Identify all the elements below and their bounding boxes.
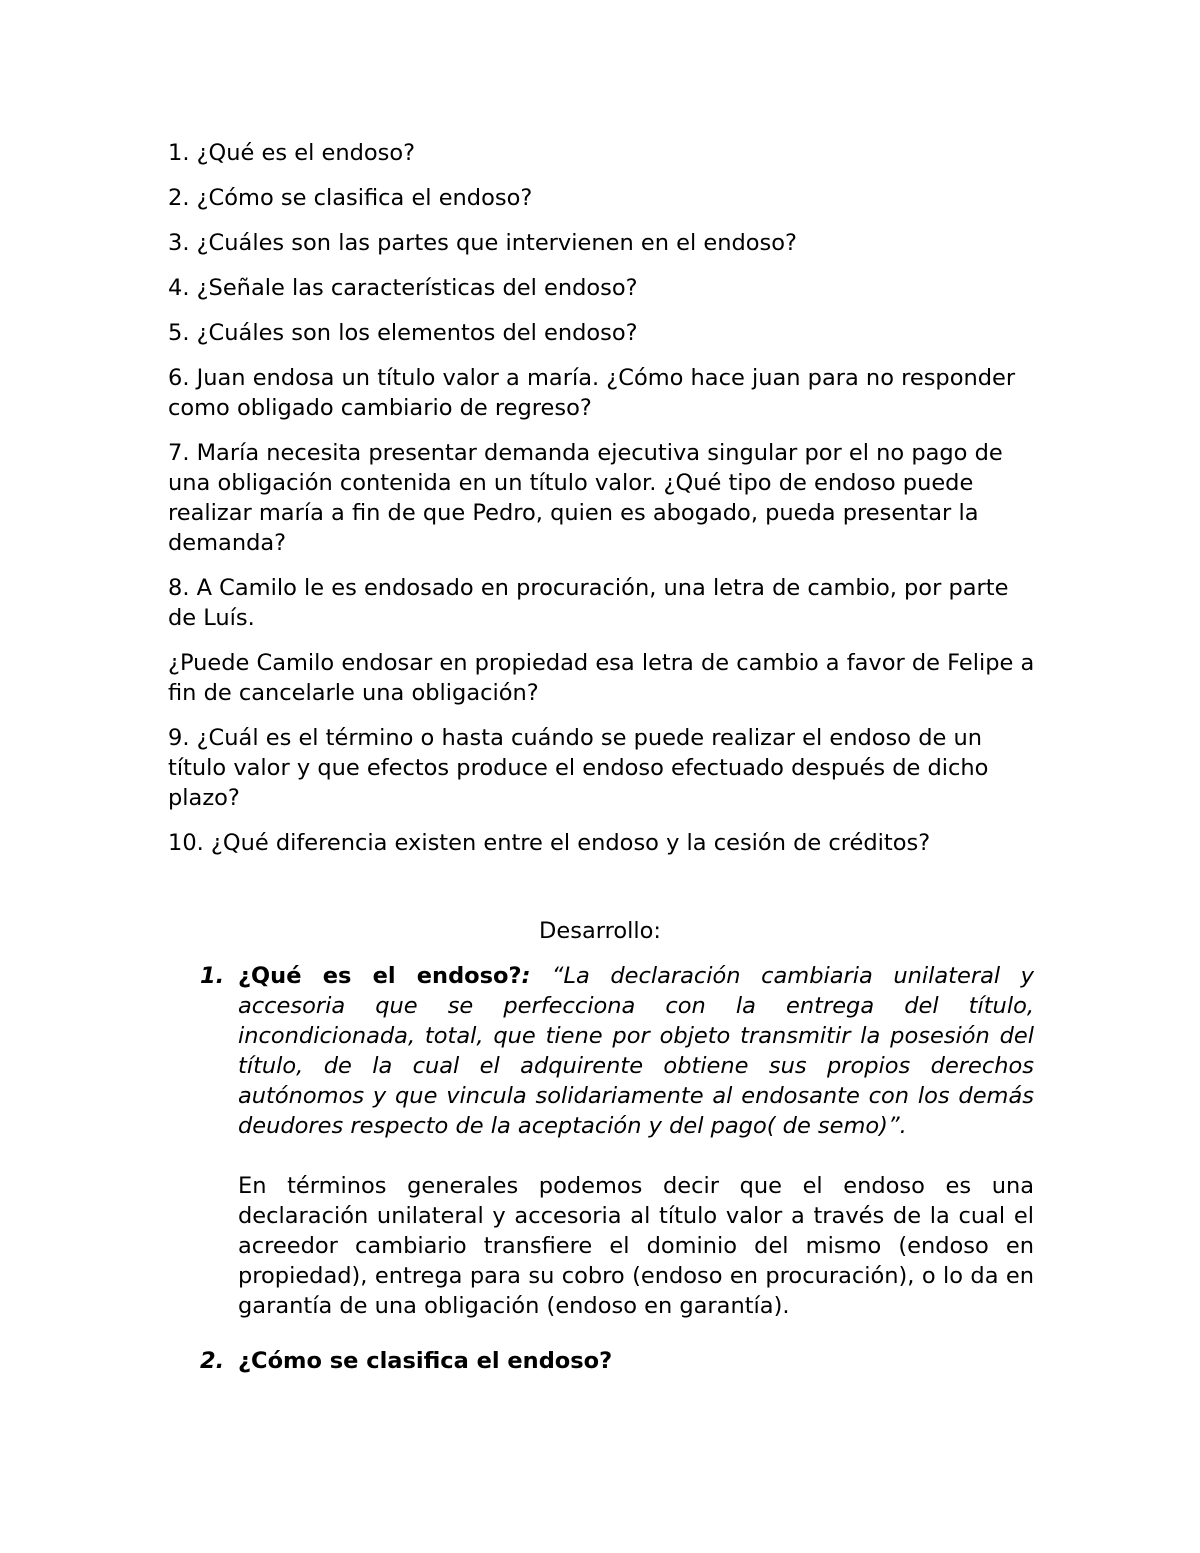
answer-definition — [238, 961, 1034, 1141]
question-item: 4. ¿Señale las características del endoso? — [168, 275, 638, 301]
question-item: 6. Juan endosa un título valor a maría. ¿Cómo hace juan para no responder como obligado cambiario de regreso? — [168, 365, 1016, 421]
question-item: ¿Puede Camilo endosar en propiedad esa letra de cambio a favor de Felipe a fin de cancelarle una obligación? — [168, 650, 1035, 706]
question-item: 1. ¿Qué es el endoso? — [168, 140, 416, 166]
question-item: 9. ¿Cuál es el término o hasta cuándo se puede realizar el endoso de un título valor y que efectos produce el endoso efectuado después de dicho plazo? — [168, 725, 989, 811]
question-item: 10. ¿Qué diferencia existen entre el endoso y la cesión de créditos? — [168, 830, 931, 856]
question-item: 3. ¿Cuáles son las partes que intervienen en el endoso? — [168, 230, 797, 256]
answer-item — [200, 1346, 1034, 1376]
question-item: 2. ¿Cómo se clasifica el endoso? — [168, 185, 533, 211]
answer-quote: “La declaración cambiaria unilateral y accesoria que se perfecciona con la entrega del título, incondicionada, total, que tiene por objeto transmitir la posesión del título, de la cual el adquirente obtiene sus propios derechos autónomos y que vincula solidariamente al endosante con los demás deudores respecto de la aceptación y del pago( de semo)”. — [238, 963, 1034, 1139]
question-item: 7. María necesita presentar demanda ejecutiva singular por el no pago de una obligación contenida en un título valor. ¿Qué tipo de endoso puede realizar maría a fin de que Pedro, quien es abogado, pueda presentar la demanda? — [168, 440, 1003, 556]
answer-question: ¿Qué es el endoso? — [238, 963, 522, 989]
question-item: 8. A Camilo le es endosado en procuración, una letra de cambio, por parte de Luís. — [168, 575, 1009, 631]
answer-question: ¿Cómo se clasifica el endoso? — [238, 1348, 613, 1374]
question-list — [168, 138, 1038, 873]
answer-separator: : — [521, 963, 552, 989]
answer-body — [238, 961, 1034, 1321]
question-item: 5. ¿Cuáles son los elementos del endoso? — [168, 320, 638, 346]
answer-number: 2. — [200, 1348, 225, 1374]
development-heading: Desarrollo: — [539, 918, 661, 944]
answer-item — [200, 961, 1034, 1321]
answer-explanation: En términos generales podemos decir que el endoso es una declaración unilateral y accesoria al título valor a través de la cual el acreedor cambiario transfiere el dominio del mismo (endoso en propiedad), entrega para su cobro (endoso en procuración), o lo da en garantía de una obligación (endoso en garantía). — [238, 1173, 1034, 1319]
answer-number: 1. — [200, 963, 225, 989]
